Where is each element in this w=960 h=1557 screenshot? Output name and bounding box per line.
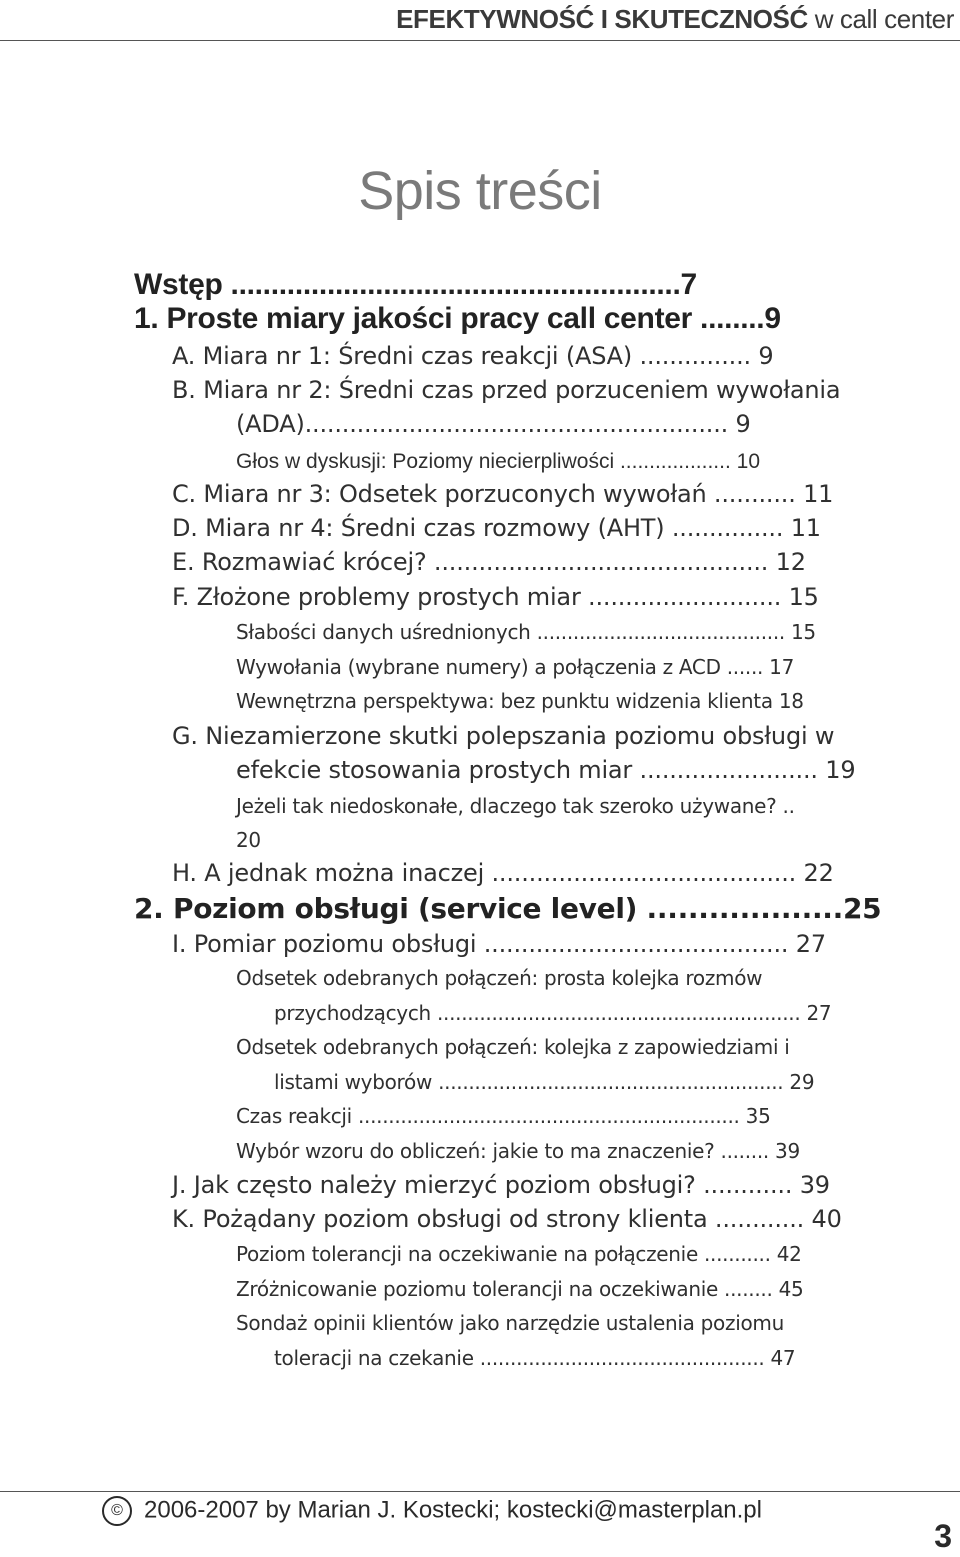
toc-entry-section-g[interactable]: G. Niezamierzone skutki polepszania poziomu obsługi w [172,722,835,750]
toc-entry-section-k[interactable]: K. Pożądany poziom obsługi od strony klienta ............ 40 [172,1205,842,1233]
toc-entry-slabosci[interactable]: Słabości danych uśrednionych ......................................... 15 [236,620,816,644]
toc-entry-poziom-tolerancji[interactable]: Poziom tolerancji na oczekiwanie na połączenie ........... 42 [236,1242,802,1266]
toc-entry-section-h[interactable]: H. A jednak można inaczej ......................................... 22 [172,859,834,887]
toc-entry-section-b-cont[interactable]: (ADA)......................................................... 9 [236,410,751,438]
page-title: Spis treści [358,161,602,221]
toc-entry-section-j[interactable]: J. Jak często należy mierzyć poziom obsługi? ............ 39 [172,1171,830,1199]
toc-entry-wstep[interactable]: Wstęp ........................................................7 [134,268,697,301]
footer [102,1496,762,1526]
toc-entry-wybor-wzoru[interactable]: Wybór wzoru do obliczeń: jakie to ma znaczenie? ........ 39 [236,1139,800,1163]
toc-entry-sondaz[interactable]: Sondaż opinii klientów jako narzędzie ustalenia poziomu [236,1311,784,1335]
toc-entry-czas-reakcji[interactable]: Czas reakcji ............................................................... 35 [236,1104,771,1128]
running-header-title-bold: EFEKTYWNOŚĆ I SKUTECZNOŚĆ [396,4,808,34]
toc-entry-sondaz-cont[interactable]: toleracji na czekanie ............................................... 47 [274,1346,796,1370]
toc-entry-section-d[interactable]: D. Miara nr 4: Średni czas rozmowy (AHT) ............... 11 [172,514,821,542]
toc-entry-section-f[interactable]: F. Złożone problemy prostych miar .......................... 15 [172,583,819,611]
toc-entry-chapter-2[interactable]: 2. Poziom obsługi (service level) ...................25 [134,892,882,925]
toc-entry-section-i[interactable]: I. Pomiar poziomu obsługi ......................................... 27 [172,930,826,958]
toc-entry-odsetek-prosta[interactable]: Odsetek odebranych połączeń: prosta kolejka rozmów [236,966,763,990]
toc-entry-section-b[interactable]: B. Miara nr 2: Średni czas przed porzuceniem wywołania [172,376,841,404]
toc-entry-zroznicowanie[interactable]: Zróżnicowanie poziomu tolerancji na oczekiwanie ........ 45 [236,1277,804,1301]
toc-entry-jezeli-page[interactable]: 20 [236,828,261,852]
footer-rule [0,1491,960,1492]
toc-entry-section-e[interactable]: E. Rozmawiać krócej? ............................................. 12 [172,548,806,576]
toc-entry-section-g-cont[interactable]: efekcie stosowania prostych miar ........................ 19 [236,756,856,784]
running-header-title-rest: w call center [807,4,954,34]
toc-entry-jezeli[interactable]: Jeżeli tak niedoskonałe, dlaczego tak szeroko używane? .. [236,794,795,818]
copyright-icon: © [102,1496,132,1526]
toc-entry-chapter-1[interactable]: 1. Proste miary jakości pracy call center ........9 [134,302,781,335]
toc-entry-odsetek-kolejka[interactable]: Odsetek odebranych połączeń: kolejka z zapowiedziami i [236,1035,790,1059]
toc-entry-section-a[interactable]: A. Miara nr 1: Średni czas reakcji (ASA) ............... 9 [172,342,774,370]
toc-entry-wewnetrzna[interactable]: Wewnętrzna perspektywa: bez punktu widzenia klienta 18 [236,689,804,713]
toc-entry-odsetek-kolejka-cont[interactable]: listami wyborów ......................................................... 29 [274,1070,815,1094]
toc-entry-section-c[interactable]: C. Miara nr 3: Odsetek porzuconych wywołań ........... 11 [172,480,834,508]
footer-copyright-text: 2006-2007 by Marian J. Kostecki; kostecki@masterplan.pl [144,1496,762,1524]
toc-entry-odsetek-prosta-cont[interactable]: przychodzących ............................................................ 27 [274,1001,832,1025]
toc-entry-glos-w-dyskusji[interactable]: Głos w dyskusji: Poziomy niecierpliwości ................... 10 [236,450,760,473]
toc-entry-wywolania[interactable]: Wywołania (wybrane numery) a połączenia z ACD ...... 17 [236,655,794,679]
page-number: 3 [934,1518,952,1554]
